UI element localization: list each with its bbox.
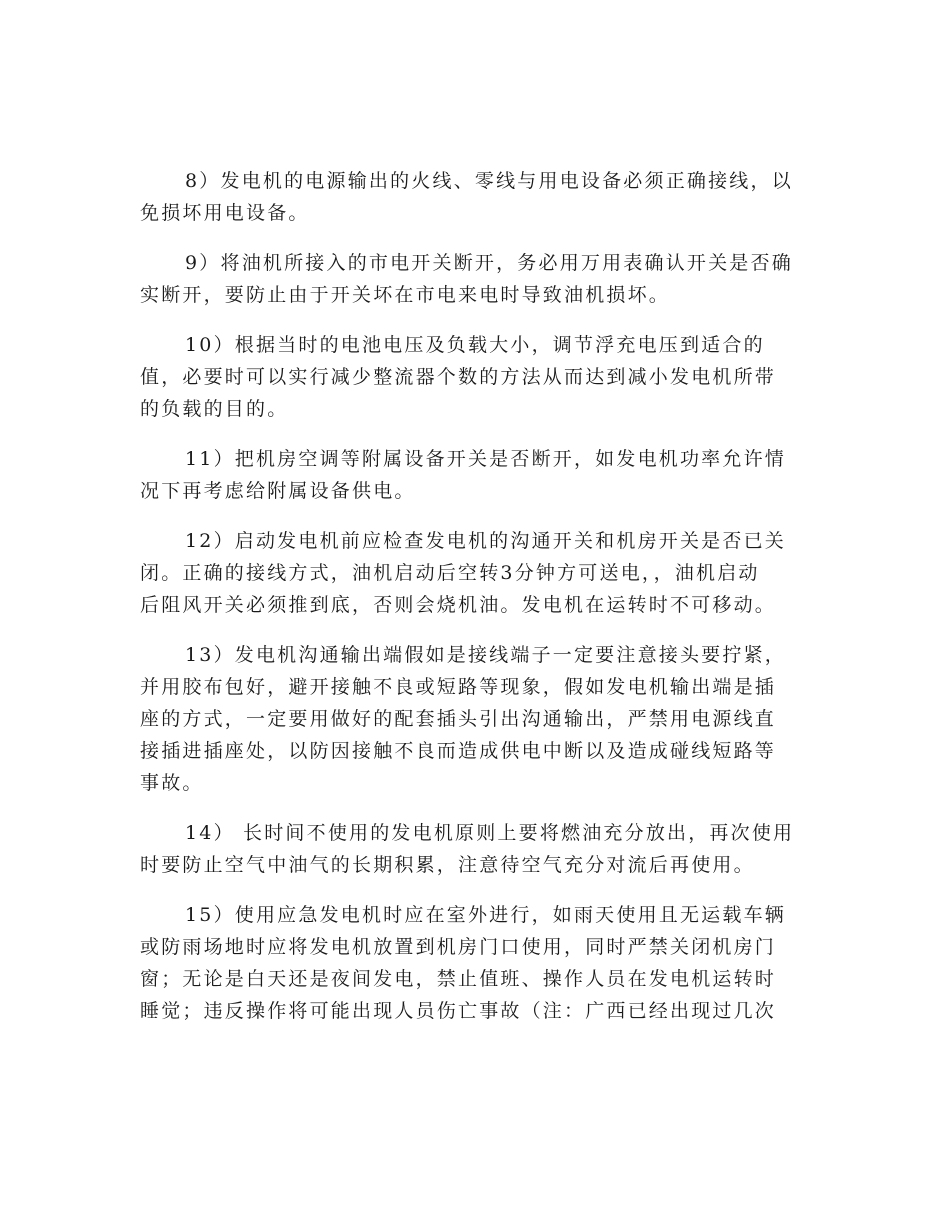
paragraph-line: 事故。	[140, 772, 204, 794]
paragraph-item-8	[140, 165, 810, 229]
paragraph-item-14	[140, 817, 810, 881]
paragraph-line: 时要防止空气中油气的长期积累，注意待空气充分对流后再使用。	[140, 854, 755, 876]
paragraph-line: 后阻风开关必须推到底，否则会烧机油。发电机在运转时不可移动。	[140, 594, 777, 616]
paragraph-line: 或防雨场地时应将发电机放置到机房门口使用，同时严禁关闭机房门	[140, 936, 777, 958]
paragraph-line: 接插进插座处，以防因接触不良而造成供电中断以及造成碰线短路等	[140, 740, 777, 762]
paragraph-line: 9）将油机所接入的市电开关断开，务必用万用表确认开关是否确	[185, 252, 793, 274]
paragraph-item-11	[140, 443, 810, 507]
paragraph-line: 的负载的目的。	[140, 398, 289, 420]
paragraph-line: 座的方式，一定要用做好的配套插头引出沟通输出，严禁用电源线直	[140, 708, 777, 730]
paragraph-item-9	[140, 247, 810, 311]
paragraph-line: 8）发电机的电源输出的火线、零线与用电设备必须正确接线，以	[185, 170, 793, 192]
paragraph-line: 况下再考虑给附属设备供电。	[140, 480, 416, 502]
paragraph-line: 值，必要时可以实行减少整流器个数的方法从而达到减小发电机所带	[140, 366, 777, 388]
paragraph-item-13	[140, 639, 810, 799]
paragraph-line: 10）根据当时的电池电压及负载大小，调节浮充电压到适合的	[185, 334, 765, 356]
paragraph-line: 睡觉；违反操作将可能出现人员伤亡事故（注：广西已经出现过几次	[140, 1000, 777, 1022]
paragraph-item-10	[140, 329, 810, 425]
paragraph-line: 12）启动发电机前应检查发电机的沟通开关和机房开关是否已关	[185, 530, 786, 552]
paragraph-line: 免损坏用电设备。	[140, 202, 310, 224]
paragraph-line: 窗；无论是白天还是夜间发电，禁止值班、操作人员在发电机运转时	[140, 968, 777, 990]
paragraph-line: 15）使用应急发电机时应在室外进行，如雨天使用且无运载车辆	[185, 904, 786, 926]
paragraph-item-15	[140, 899, 810, 1027]
paragraph-item-12	[140, 525, 810, 621]
paragraph-line: 11）把机房空调等附属设备开关是否断开，如发电机功率允许情	[185, 448, 786, 470]
paragraph-line: 实断开，要防止由于开关坏在市电来电时导致油机损坏。	[140, 284, 671, 306]
paragraph-line: 闭。正确的接线方式，油机启动后空转3分钟方可送电，，油机启动	[140, 562, 760, 584]
document-body	[140, 165, 810, 1045]
paragraph-line: 并用胶布包好，避开接触不良或短路等现象，假如发电机输出端是插	[140, 676, 777, 698]
paragraph-line: 14） 长时间不使用的发电机原则上要将燃油充分放出，再次使用	[185, 822, 795, 844]
paragraph-line: 13）发电机沟通输出端假如是接线端子一定要注意接头要拧紧，	[185, 644, 786, 666]
